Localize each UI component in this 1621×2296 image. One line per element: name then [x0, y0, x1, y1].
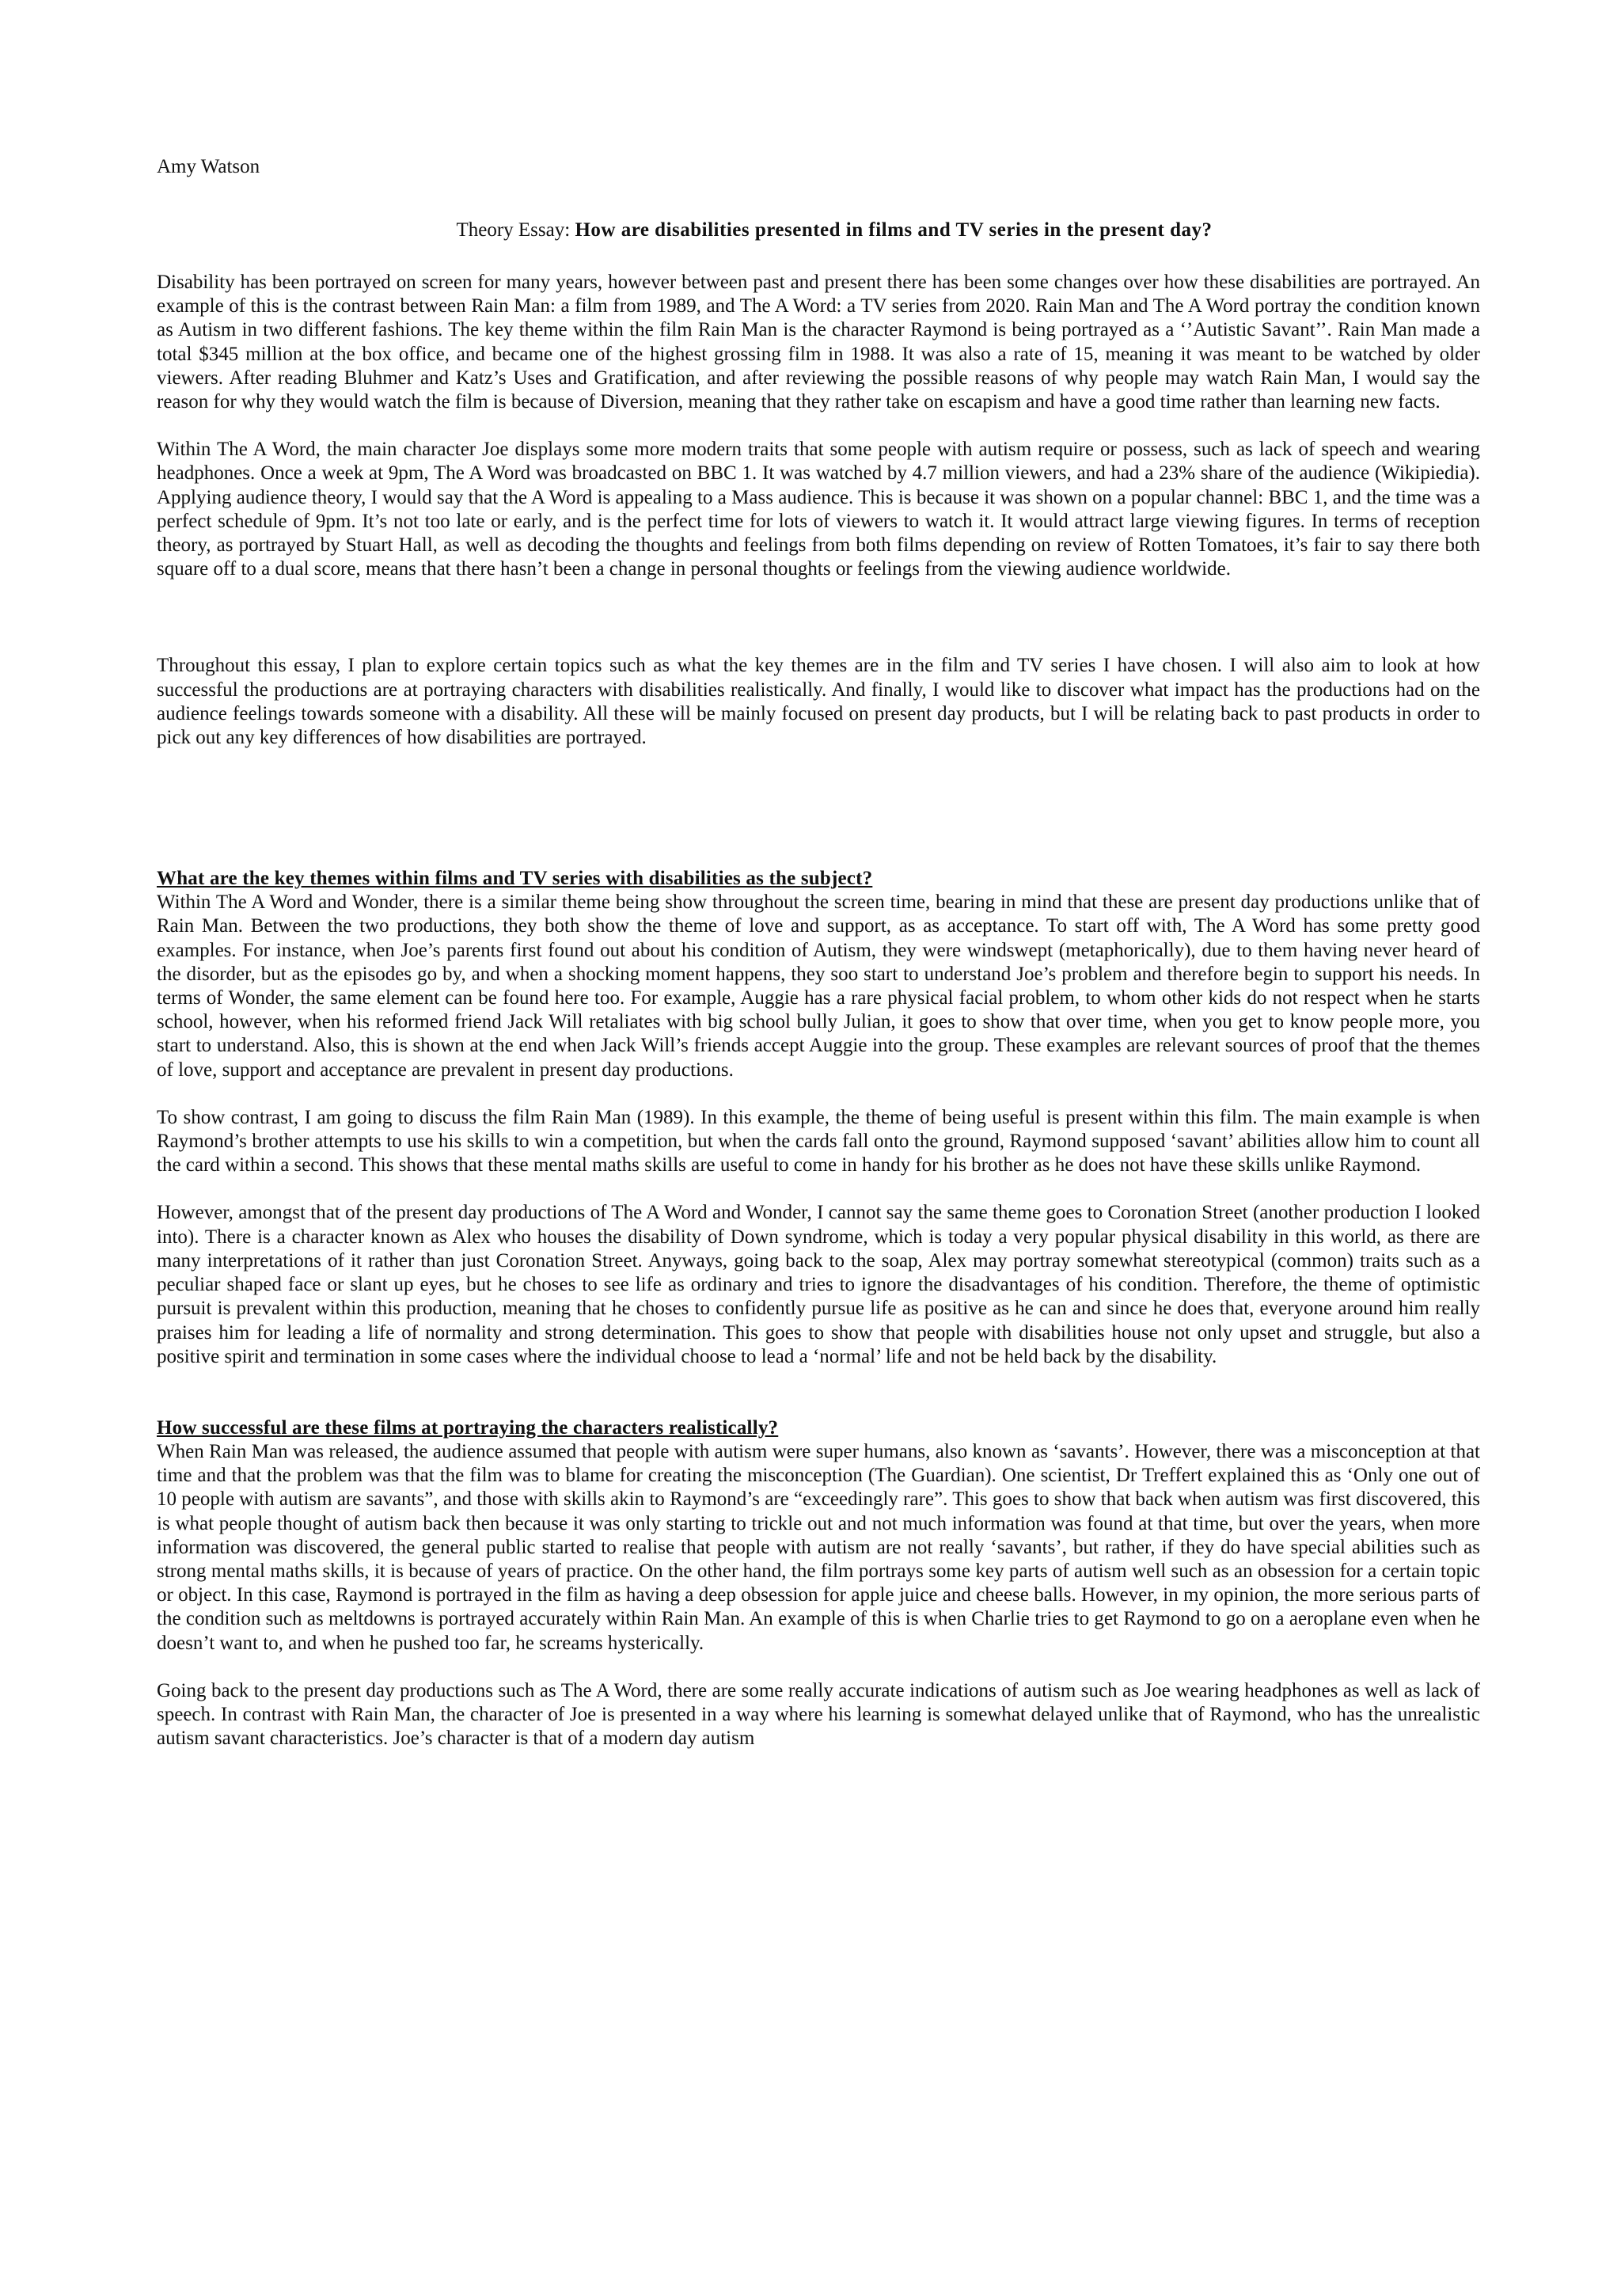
realism-paragraph-2: Going back to the present day productions such as The A Word, there are some really accurate indications of autism such as Joe wearing headphones as well as lack of speech. In contrast with Rain Man, the character of Joe is presented in a way where his learning is somewhat delayed unlike that of Raymond, who has the unrealistic autism savant characteristics. Joe’s character is that of a modern day autism: [157, 1679, 1480, 1750]
document-page: [157, 155, 1480, 1751]
essay-title-prefix: Theory Essay:: [456, 219, 575, 241]
intro-paragraph-2: Within The A Word, the main character Joe displays some more modern traits that some people with autism require or possess, such as lack of speech and wearing headphones. Once a week at 9pm, The A Word was broadcasted on BBC 1. It was watched by 4.7 million viewers, and had a 23% share of the audience (Wikipiedia). Applying audience theory, I would say that the A Word is appealing to a Mass audience. This is because it was shown on a popular channel: BBC 1, and the time was a perfect schedule of 9pm. It’s not too late or early, and is the perfect time for lots of viewers to watch it. It would attract large viewing figures. In terms of reception theory, as portrayed by Stuart Hall, as well as decoding the thoughts and feelings from both films depending on review of Rotten Tomatoes, it’s fair to say there both square off to a dual score, means that there hasn’t been a change in personal thoughts or feelings from the viewing audience worldwide.: [157, 439, 1480, 580]
key-themes-paragraph-2: To show contrast, I am going to discuss the film Rain Man (1989). In this example, the theme of being useful is present within this film. The main example is when Raymond’s brother attempts to use his skills to win a competition, but when the cards fall onto the ground, Raymond supposed ‘savant’ abilities allow him to count all the card within a second. This shows that these mental maths skills are useful to come in handy for his brother as he does not have these skills unlike Raymond.: [157, 1106, 1480, 1177]
section-heading-realism: How successful are these films at portraying the characters realistically?: [157, 1416, 779, 1439]
section-heading-key-themes: What are the key themes within films and TV series with disabilities as the subject?: [157, 868, 873, 890]
essay-title: [157, 219, 1480, 242]
key-themes-paragraph-3: However, amongst that of the present day productions of The A Word and Wonder, I cannot say the same theme goes to Coronation Street (another production I looked into). There is a character known as Alex who houses the disability of Down syndrome, which is today a very popular physical disability in this world, as there are many interpretations of it rather than just Coronation Street. Anyways, going back to the soap, Alex may portray somewhat stereotypical (common) traits such as a peculiar shaped face or slant up eyes, but he choses to see life as ordinary and tries to ignore the disadvantages of his condition. Therefore, the theme of optimistic pursuit is prevalent within this production, meaning that he choses to confidently pursue life as positive as he can and since he does that, everyone around him really praises him for leading a life of normality and strong determination. This goes to show that people with disabilities house not only upset and struggle, but also a positive spirit and termination in some cases where the individual choose to lead a ‘normal’ life and not be held back by the disability.: [157, 1202, 1480, 1367]
author-name: Amy Watson: [157, 156, 260, 177]
intro-paragraph-1: Disability has been portrayed on screen for many years, however between past and present there has been some changes over how these disabilities are portrayed. An example of this is the contrast between Rain Man: a film from 1989, and The A Word: a TV series from 2020. Rain Man and The A Word portray the condition known as Autism in two different fashions. The key theme within the film Rain Man is the character Raymond is being portrayed as a ‘’Autistic Savant’’. Rain Man made a total $345 million at the box office, and became one of the highest grossing film in 1988. It was also a rate of 15, meaning it was meant to be watched by older viewers. After reading Bluhmer and Katz’s Uses and Gratification, and after reviewing the possible reasons of why people may watch Rain Man, I would say the reason for why they would watch the film is because of Diversion, meaning that they rather take on escapism and have a good time rather than learning new facts.: [157, 272, 1480, 413]
realism-paragraph-1: When Rain Man was released, the audience assumed that people with autism were super humans, also known as ‘savants’. However, there was a misconception at that time and that the problem was that the film was to blame for creating the misconception (The Guardian). One scientist, Dr Treffert explained this as ‘Only one out of 10 people with autism are savants”, and those with skills akin to Raymond’s are “exceedingly rare”. This goes to show that back when autism was first discovered, this is what people thought of autism back then because it was only starting to trickle out and not much information was found at that time, but over the years, when more information was discovered, the general public started to realise that people with autism are not really ‘savants’, but rather, if they do have special abilities such as strong mental maths skills, it is because of years of practice. On the other hand, the film portrays some key parts of autism well such as an obsession for a certain topic or object. In this case, Raymond is portrayed in the film as having a deep obsession for apple juice and cheese balls. However, in my opinion, the more serious parts of the condition such as meltdowns is portrayed accurately within Rain Man. An example of this is when Charlie tries to get Raymond to go on a aeroplane even when he doesn’t want to, and when he pushed too far, he screams hysterically.: [157, 1440, 1480, 1654]
essay-title-question: How are disabilities presented in films and TV series in the present day?: [575, 219, 1213, 241]
key-themes-paragraph-1: Within The A Word and Wonder, there is a similar theme being show throughout the screen time, bearing in mind that these are present day productions unlike that of Rain Man. Between the two productions, they both show the theme of love and support, as as acceptance. To start off with, The A Word has some pretty good examples. For instance, when Joe’s parents first found out about his condition of Autism, they were windswept (metaphorically), due to them having never heard of the disorder, but as the episodes go by, and when a shocking moment happens, they soo start to understand Joe’s problem and therefore begin to support his needs. In terms of Wonder, the same element can be found here too. For example, Auggie has a rare physical facial problem, to whom other kids do not respect when he starts school, however, when his reformed friend Jack Will retaliates with big school bully Julian, it goes to show that over time, when you get to know people more, you start to understand. Also, this is shown at the end when Jack Will’s friends accept Auggie into the group. These examples are relevant sources of proof that the themes of love, support and acceptance are prevalent in present day productions.: [157, 891, 1480, 1081]
intro-paragraph-3: Throughout this essay, I plan to explore certain topics such as what the key themes are in the film and TV series I have chosen. I will also aim to look at how successful the productions are at portraying characters with disabilities realistically. And finally, I would like to discover what impact has the productions had on the audience feelings towards someone with a disability. All these will be mainly focused on present day products, but I will be relating back to past products in order to pick out any key differences of how disabilities are portrayed.: [157, 655, 1480, 749]
